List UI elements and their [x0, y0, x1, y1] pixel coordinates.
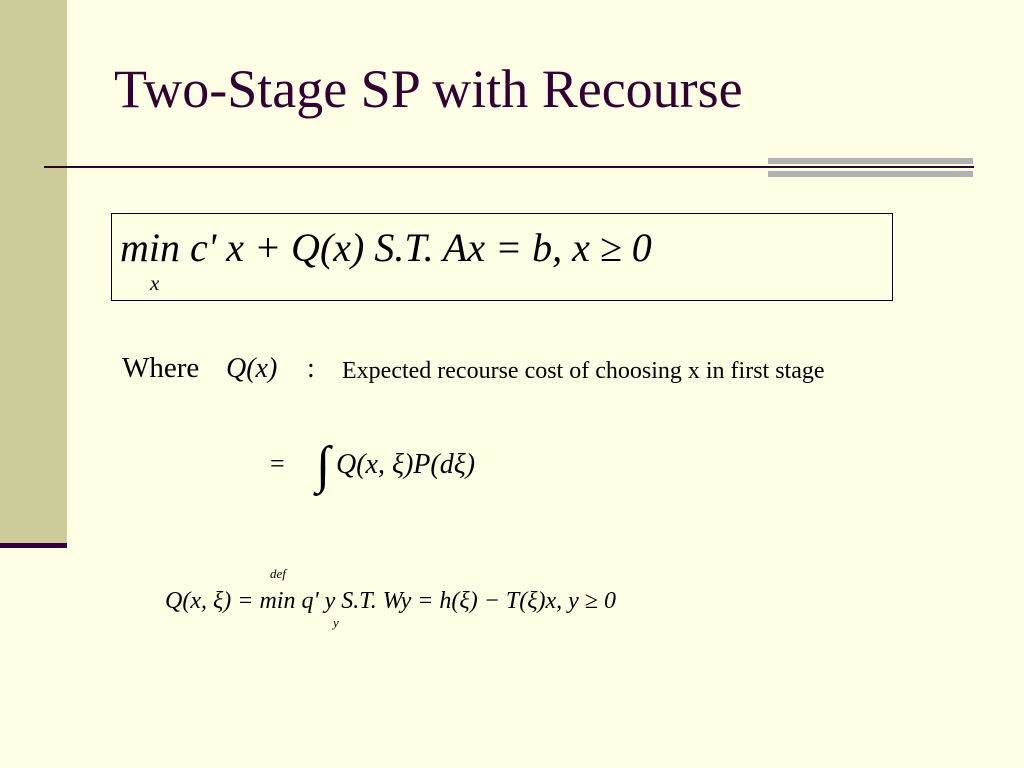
sidebar-underline [0, 543, 67, 548]
title-accent-bars [768, 158, 973, 179]
where-label: Where [122, 352, 200, 384]
where-colon: : [307, 353, 315, 384]
accent-bar-bottom [768, 171, 973, 177]
integral-integrand: Q(x, ξ)P(dξ) [336, 449, 476, 480]
recourse-formula: Q(x, ξ) = min q' y S.T. Wy = h(ξ) − T(ξ)x, y ≥ 0 [165, 588, 616, 614]
accent-bar-top [768, 158, 973, 164]
sidebar-band [0, 0, 67, 543]
integral-sign: ∫ [316, 437, 331, 494]
main-formula: min c' x + Q(x) S.T. Ax = b, x ≥ 0 [120, 225, 652, 270]
integral-equals-sign: = [270, 449, 285, 478]
recourse-formula-min-subscript: y [333, 615, 339, 630]
where-symbol: Q(x) [226, 353, 278, 384]
def-label: def [270, 566, 286, 581]
slide-title: Two-Stage SP with Recourse [114, 59, 743, 119]
main-formula-min-subscript: x [150, 271, 160, 295]
where-description: Expected recourse cost of choosing x in first stage [342, 358, 825, 384]
